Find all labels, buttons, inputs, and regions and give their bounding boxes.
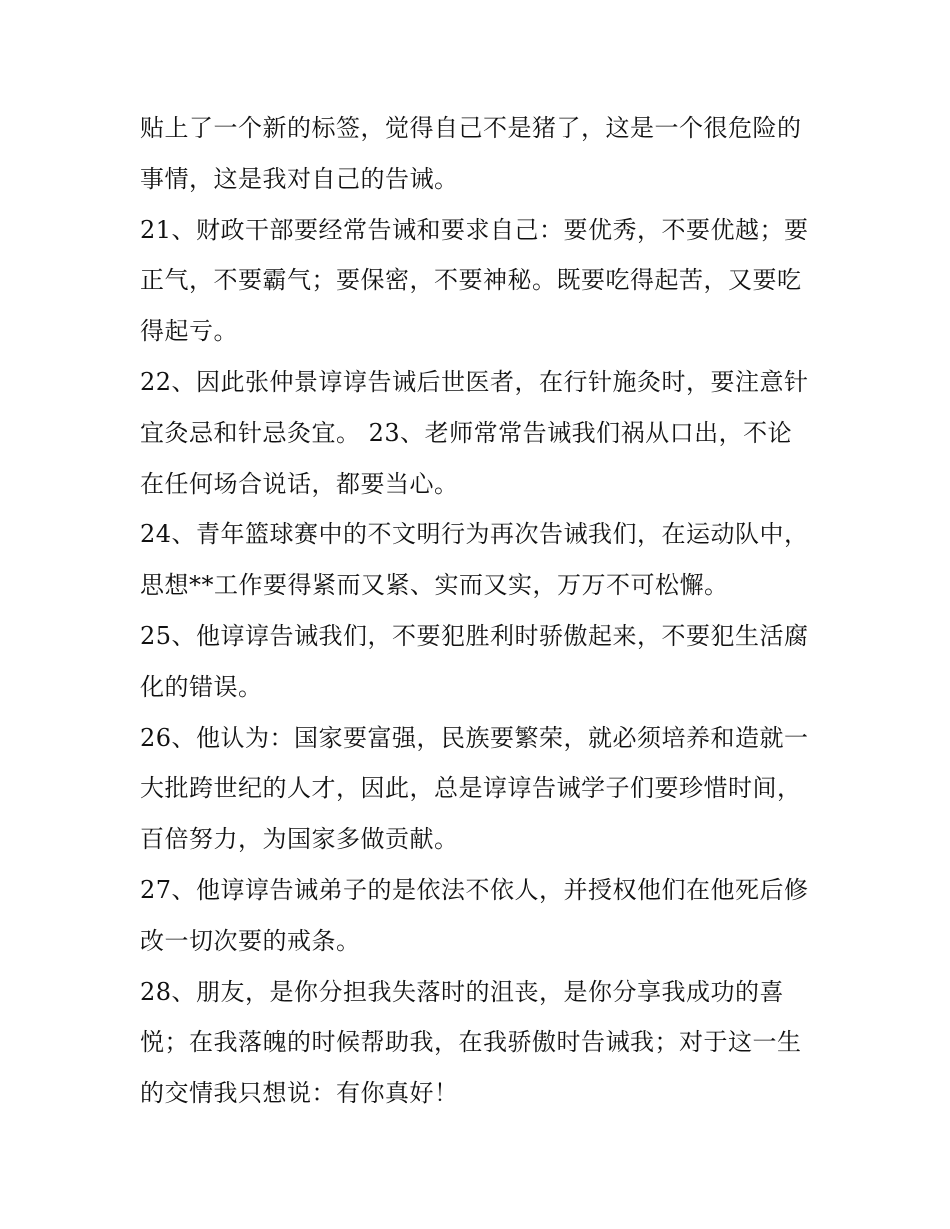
text-line: 百倍努力，为国家多做贡献。	[140, 825, 459, 854]
text-line: 的交情我只想说：有你真好！	[140, 1079, 459, 1108]
text-line: 22、因此张仲景谆谆告诫后世医者，在行针施灸时，要注意针	[140, 367, 809, 396]
text-line: 宜灸忌和针忌灸宜。 23、老师常常告诫我们祸从口出，不论	[140, 418, 793, 447]
text-line: 事情，这是我对自己的告诫。	[140, 164, 459, 193]
text-line: 悦；在我落魄的时候帮助我，在我骄傲时告诫我；对于这一生	[140, 1028, 802, 1057]
text-line: 在任何场合说话，都要当心。	[140, 469, 459, 498]
text-line: 27、他谆谆告诫弟子的是依法不依人，并授权他们在他死后修	[140, 875, 809, 904]
text-line: 改一切次要的戒条。	[140, 926, 361, 955]
body-text	[140, 103, 830, 1119]
text-line: 化的错误。	[140, 672, 263, 701]
text-line: 得起亏。	[140, 317, 238, 346]
text-line: 25、他谆谆告诫我们，不要犯胜利时骄傲起来，不要犯生活腐	[140, 621, 809, 650]
text-line: 24、青年篮球赛中的不文明行为再次告诫我们，在运动队中，	[140, 520, 809, 549]
text-line: 26、他认为：国家要富强，民族要繁荣，就必须培养和造就一	[140, 723, 809, 752]
text-line: 思想**工作要得紧而又紧、实而又实，万万不可松懈。	[140, 571, 729, 600]
text-line: 大批跨世纪的人才，因此，总是谆谆告诫学子们要珍惜时间，	[140, 774, 802, 803]
text-line: 21、财政干部要经常告诫和要求自己：要优秀，不要优越；要	[140, 215, 809, 244]
text-line: 贴上了一个新的标签，觉得自己不是猪了，这是一个很危险的	[140, 114, 802, 142]
text-line: 28、朋友，是你分担我失落时的沮丧，是你分享我成功的喜	[140, 977, 785, 1006]
text-line: 正气，不要霸气；要保密，不要神秘。既要吃得起苦，又要吃	[140, 266, 802, 295]
